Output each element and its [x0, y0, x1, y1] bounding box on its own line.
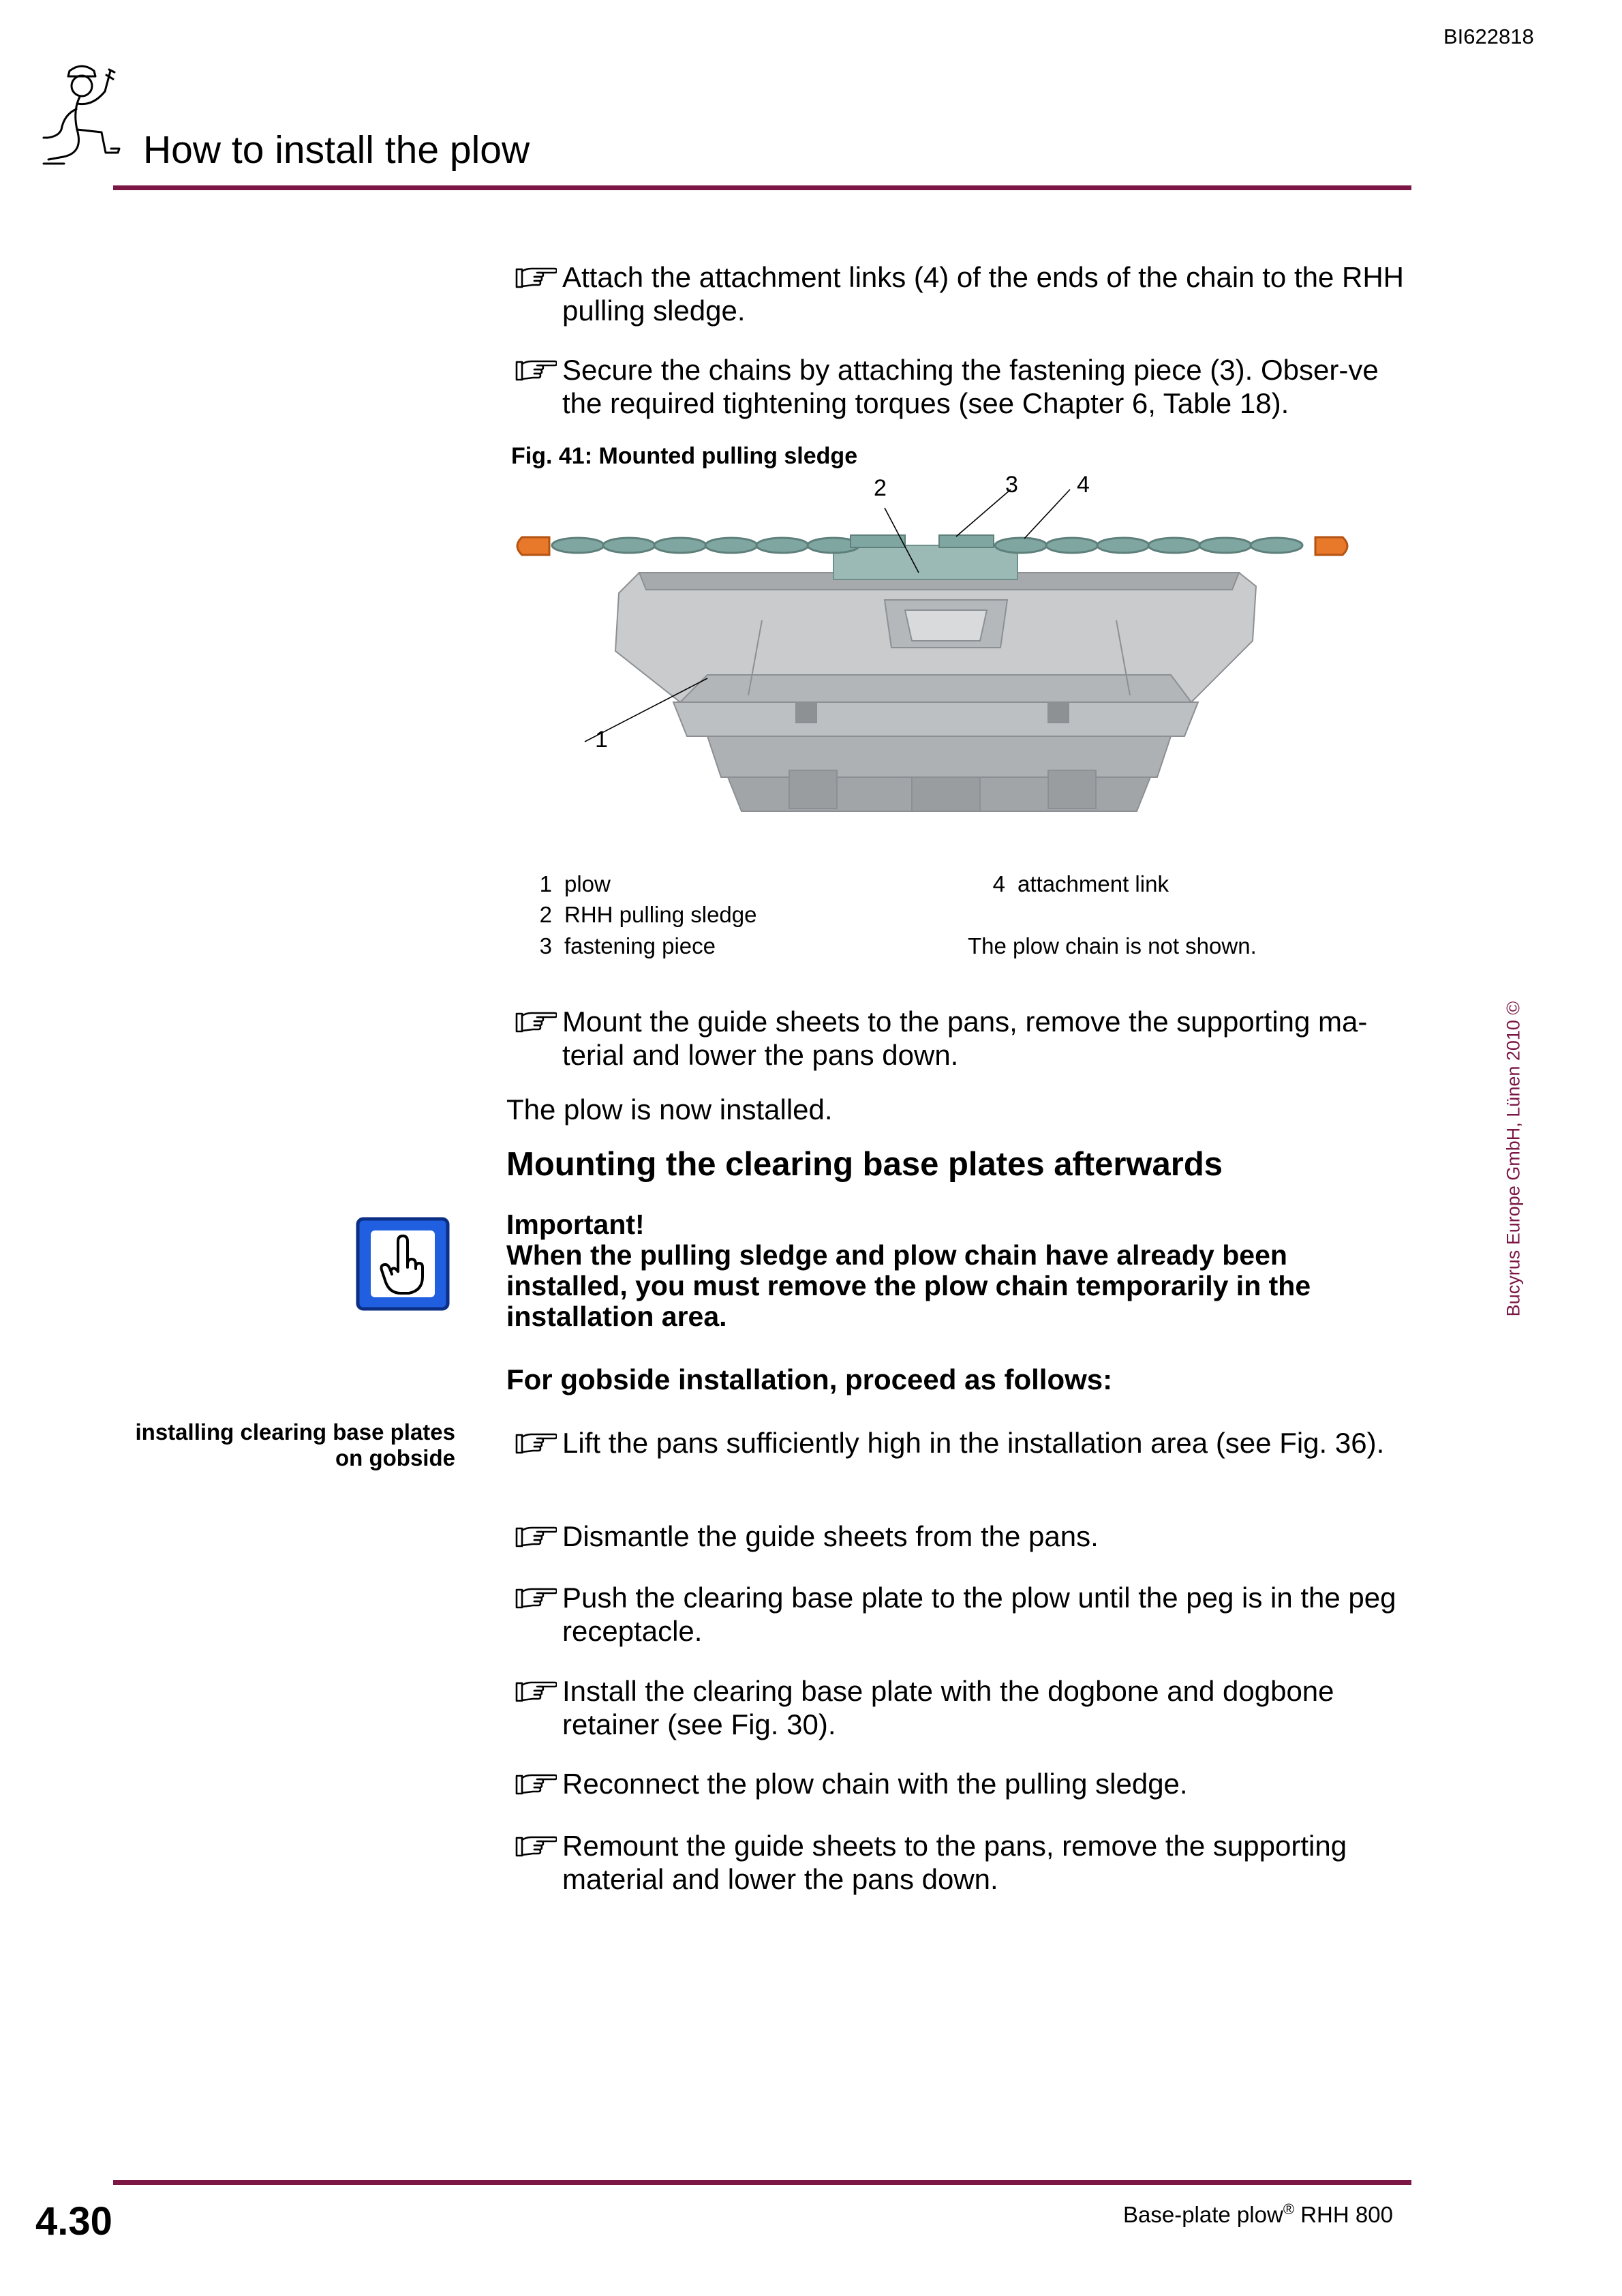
callout-3: 3: [1005, 472, 1018, 498]
page-title: How to install the plow: [143, 128, 530, 172]
legend-number: 3: [539, 933, 552, 958]
footer-title-suffix: RHH 800: [1294, 2202, 1393, 2227]
step-attach-links: [515, 260, 1421, 327]
section-heading: Mounting the clearing base plates afterwards: [506, 1146, 1223, 1183]
legend-label: attachment link: [1017, 871, 1169, 896]
page-number: 4.30: [35, 2199, 112, 2244]
footer-title: [1123, 2201, 1393, 2228]
document-id: BI622818: [1443, 25, 1534, 48]
fastening-piece: [851, 535, 905, 547]
legend-label: fastening piece: [564, 933, 716, 958]
step-text: Secure the chains by attaching the fastening piece (3). Obser-ve the required tightening torques (see Chapter 6, Table 18).: [562, 354, 1379, 419]
gobside-subheading: For gobside installation, proceed as follows:: [506, 1363, 1113, 1395]
step-reconnect-chain: [515, 1767, 1421, 1800]
plow-body: [615, 573, 1256, 811]
figure-note: The plow chain is not shown.: [968, 933, 1257, 958]
important-text: When the pulling sledge and plow chain have already been installed, you must remove the plow chain temporarily in the installation area.: [506, 1239, 1311, 1332]
legend-number: 2: [539, 902, 552, 927]
raised-finger-important-icon: [356, 1217, 450, 1311]
pointing-hand-icon: [515, 265, 557, 290]
copyright-sidebar: [1495, 1001, 1532, 1317]
callout-2: 2: [874, 475, 887, 501]
legend-item-plow: [525, 871, 611, 897]
legend-item-fastening-piece: [525, 933, 716, 959]
step-text: Dismantle the guide sheets from the pans.: [562, 1520, 1099, 1552]
step-push-base-plate: [515, 1581, 1421, 1648]
legend-number: 1: [539, 871, 552, 896]
registered-mark: ®: [1283, 2201, 1295, 2218]
step-remount-guide-sheets: [515, 1829, 1421, 1896]
installed-text: The plow is now installed.: [506, 1093, 833, 1126]
step-secure-chains: [515, 353, 1421, 420]
step-text: Install the clearing base plate with the dogbone and dogbone retainer (see Fig. 30).: [562, 1675, 1334, 1740]
margin-note: installing clearing base plates on gobside: [135, 1419, 455, 1470]
legend-item-attachment-link: [978, 871, 1169, 897]
step-dismantle-guide-sheets: [515, 1520, 1421, 1553]
legend-item-sledge: [525, 902, 756, 928]
worker-with-tool-icon: [42, 61, 144, 170]
step-text: Push the clearing base plate to the plow until the peg is in the peg receptacle.: [562, 1582, 1396, 1647]
pointing-hand-icon: [515, 1772, 557, 1796]
step-lift-pans: [515, 1426, 1421, 1460]
pointing-hand-icon: [515, 1524, 557, 1549]
callout-4: 4: [1077, 472, 1090, 498]
legend-number: 4: [992, 871, 1005, 896]
copyright-text: Bucyrus Europe GmbH, Lünen 2010 ©: [1503, 1001, 1523, 1317]
step-text: Mount the guide sheets to the pans, remove the supporting ma-terial and lower the pans down.: [562, 1006, 1368, 1071]
attachment-link: [939, 535, 994, 547]
pointing-hand-icon: [515, 1834, 557, 1858]
pointing-hand-icon: [515, 358, 557, 382]
callout-1: 1: [595, 727, 608, 753]
pointing-hand-icon: [515, 1586, 557, 1610]
footer-title-main: Base-plate plow: [1123, 2202, 1283, 2227]
figure-caption: Fig. 41: Mounted pulling sledge: [511, 443, 858, 469]
important-title: Important!: [506, 1209, 645, 1240]
pointing-hand-icon: [515, 1679, 557, 1704]
legend-label: RHH pulling sledge: [564, 902, 757, 927]
pulling-sledge-figure: [503, 470, 1362, 839]
step-text: Reconnect the plow chain with the pulling sledge.: [562, 1768, 1188, 1800]
step-mount-guide-sheets: [515, 1005, 1421, 1072]
step-text: Lift the pans sufficiently high in the installation area (see Fig. 36).: [562, 1427, 1385, 1459]
footer-rule: [113, 2180, 1411, 2185]
step-install-base-plate: [515, 1674, 1421, 1741]
header-rule: [113, 185, 1411, 190]
pointing-hand-icon: [515, 1010, 557, 1034]
step-text: Attach the attachment links (4) of the ends of the chain to the RHH pulling sledge.: [562, 261, 1405, 327]
pulling-sledge-plate: [833, 545, 1017, 579]
important-notice: [506, 1209, 1413, 1332]
step-text: Remount the guide sheets to the pans, remove the supporting material and lower the pans down.: [562, 1830, 1347, 1895]
pointing-hand-icon: [515, 1431, 557, 1455]
legend-label: plow: [564, 871, 611, 896]
